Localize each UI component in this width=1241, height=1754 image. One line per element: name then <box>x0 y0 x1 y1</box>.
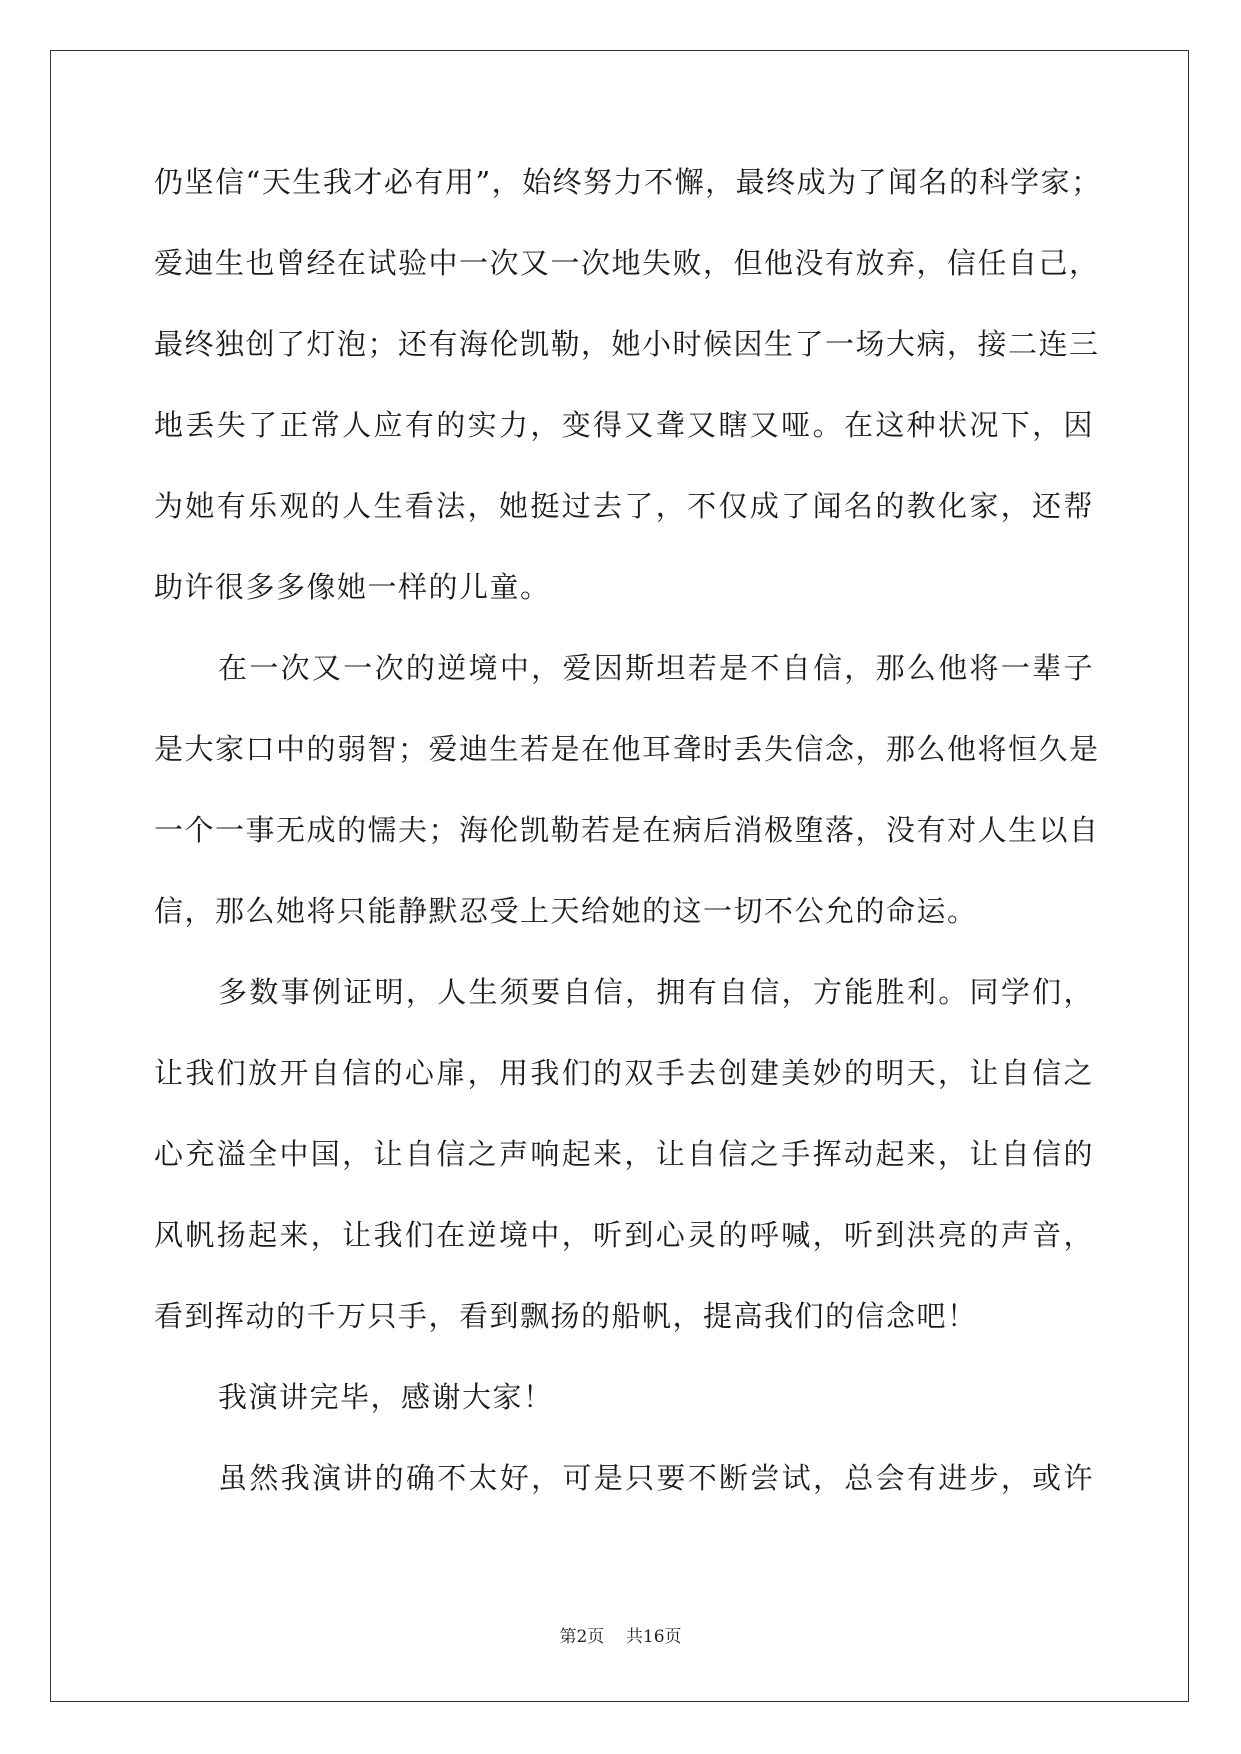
text-line: 为她有乐观的人生看法，她挺过去了，不仅成了闻名的教化家，还帮 <box>154 489 1094 523</box>
text-line: 看到挥动的千万只手，看到飘扬的船帆，提高我们的信念吧！ <box>154 1299 978 1333</box>
text-line: 最终独创了灯泡；还有海伦凯勒，她小时候因生了一场大病，接二连三 <box>154 327 1100 361</box>
page-total: 共16页 <box>625 1627 682 1647</box>
page-number: 第2页 <box>559 1627 605 1647</box>
text-line: 在一次又一次的逆境中，爱因斯坦若是不自信，那么他将一辈子 <box>218 651 1094 685</box>
text-line: 心充溢全中国，让自信之声响起来，让自信之手挥动起来，让自信的 <box>154 1137 1094 1171</box>
page-footer <box>0 1626 1241 1648</box>
text-line: 让我们放开自信的心扉，用我们的双手去创建美妙的明天，让自信之 <box>154 1056 1094 1090</box>
text-line: 仍坚信“天生我才必有用”，始终努力不懈，最终成为了闻名的科学家； <box>154 165 1102 199</box>
text-line: 风帆扬起来，让我们在逆境中，听到心灵的呼喊，听到洪亮的声音， <box>154 1218 1094 1252</box>
text-line: 是大家口中的弱智；爱迪生若是在他耳聋时丢失信念，那么他将恒久是 <box>154 732 1100 766</box>
text-line: 地丢失了正常人应有的实力，变得又聋又瞎又哑。在这种状况下，因 <box>154 408 1094 442</box>
text-line: 助许很多多像她一样的儿童。 <box>154 570 551 604</box>
text-line: 一个一事无成的懦夫；海伦凯勒若是在病后消极堕落，没有对人生以自 <box>154 813 1100 847</box>
text-line: 多数事例证明，人生须要自信，拥有自信，方能胜利。同学们， <box>218 975 1094 1009</box>
text-line: 我演讲完毕，感谢大家！ <box>218 1380 554 1414</box>
document-body <box>154 155 1102 1532</box>
text-line: 爱迪生也曾经在试验中一次又一次地失败，但他没有放弃，信任自己， <box>154 246 1100 280</box>
text-line: 虽然我演讲的确不太好，可是只要不断尝试，总会有进步，或许 <box>218 1461 1094 1495</box>
text-line: 信，那么她将只能静默忍受上天给她的这一切不公允的命运。 <box>154 894 978 928</box>
